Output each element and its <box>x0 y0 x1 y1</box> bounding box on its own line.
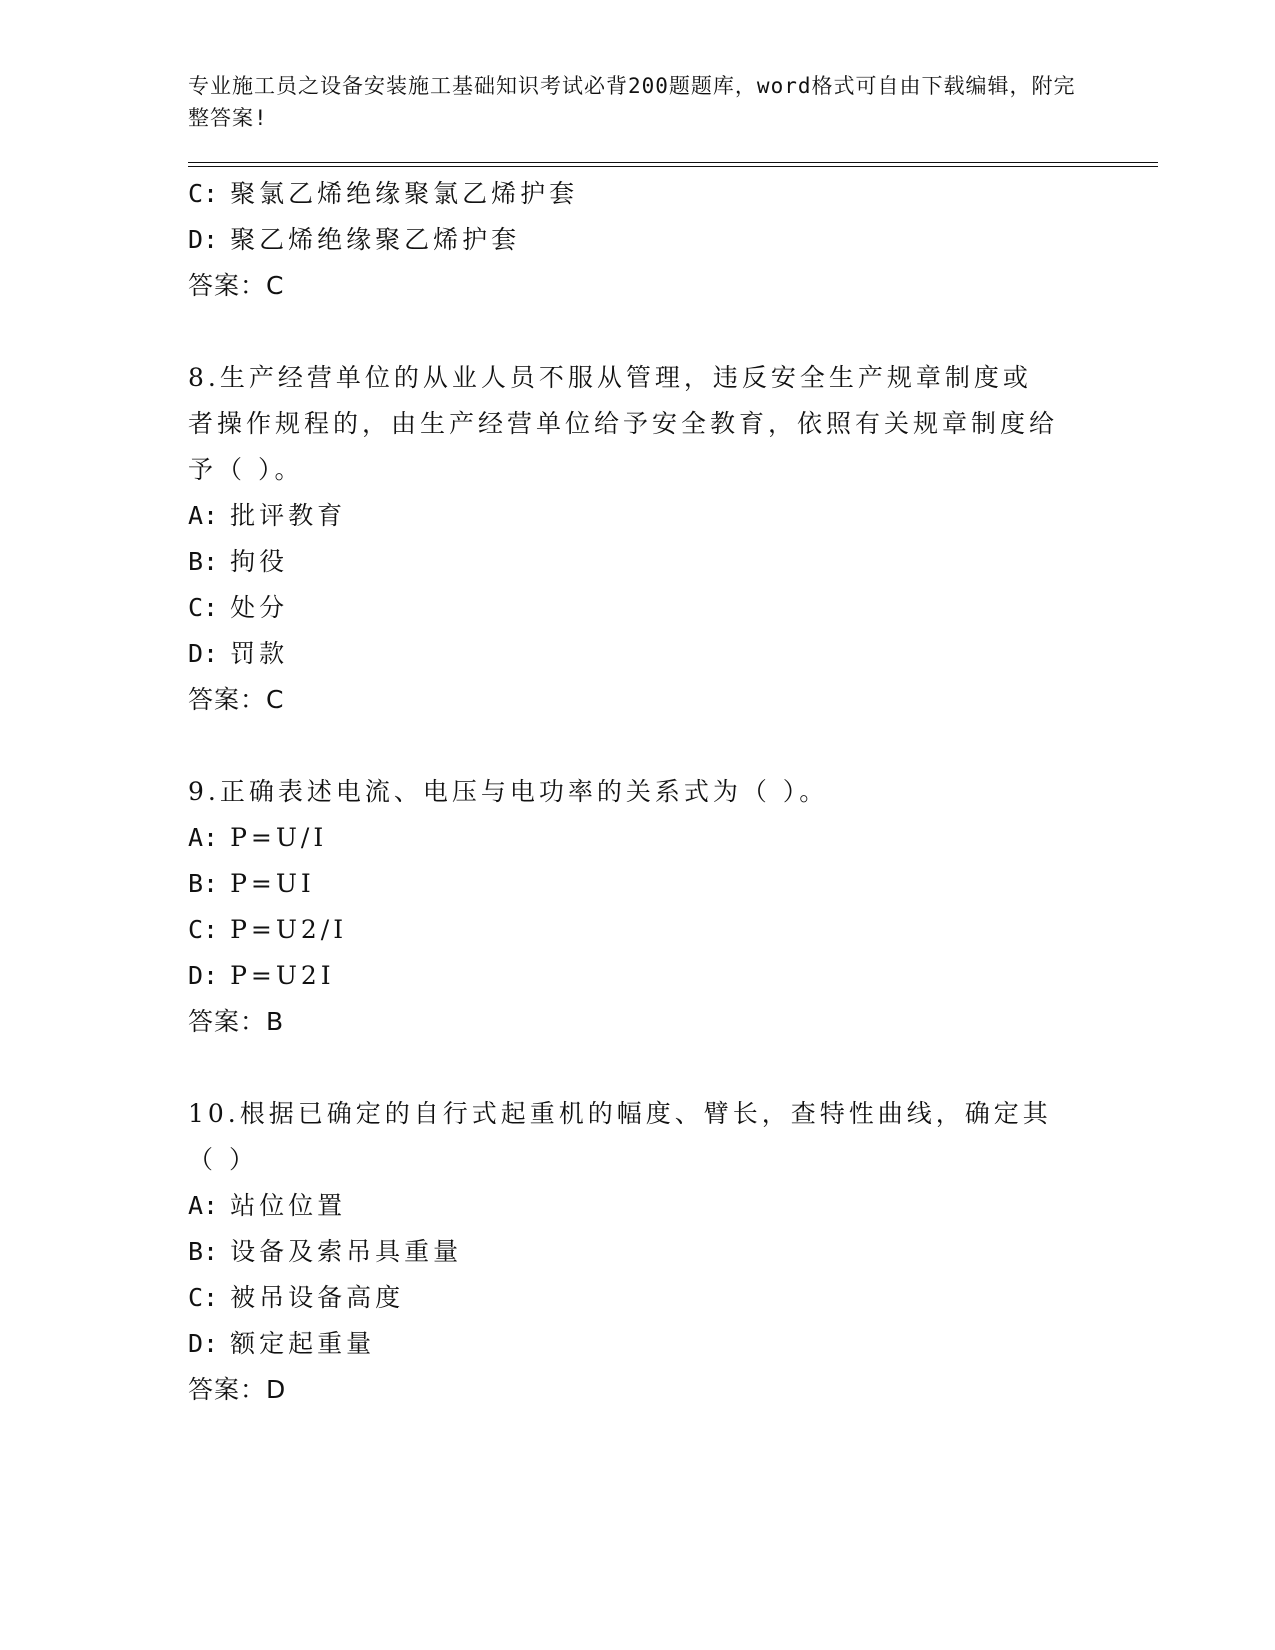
option-c: C: P=U2/I <box>188 915 348 944</box>
question-9 <box>188 769 1158 1045</box>
header-divider <box>188 162 1158 167</box>
answer-line: 答案：D <box>188 1375 287 1404</box>
option-d: D: 额定起重量 <box>188 1329 376 1358</box>
question-stem: 9.正确表述电流、电压与电功率的关系式为（ ）。 <box>188 777 829 806</box>
option-b: B: 设备及索吊具重量 <box>188 1237 463 1266</box>
document-page <box>188 70 1158 1413</box>
question-stem: 8.生产经营单位的从业人员不服从管理，违反安全生产规章制度或者操作规程的，由生产经营单位给予安全教育，依照有关规章制度给予（ ）。 <box>188 363 1059 484</box>
option-b: B: 拘役 <box>188 547 289 576</box>
option-d: D: 罚款 <box>188 639 289 668</box>
answer-line: 答案：C <box>188 271 285 300</box>
answer-line: 答案：C <box>188 685 285 714</box>
continuation-block <box>188 171 1158 309</box>
option-d: D: P=U2I <box>188 961 335 990</box>
option-b: B: P=UI <box>188 869 315 898</box>
option-c: C: 聚氯乙烯绝缘聚氯乙烯护套 <box>188 179 579 208</box>
option-a: A: 站位位置 <box>188 1191 347 1220</box>
document-header: 专业施工员之设备安装施工基础知识考试必背200题题库，word格式可自由下载编辑，附完整答案! <box>188 74 1076 130</box>
option-d: D: 聚乙烯绝缘聚乙烯护套 <box>188 225 521 254</box>
option-c: C: 被吊设备高度 <box>188 1283 405 1312</box>
question-stem: 10.根据已确定的自行式起重机的幅度、臂长，查特性曲线，确定其（ ） <box>188 1099 1052 1174</box>
option-c: C: 处分 <box>188 593 289 622</box>
option-a: A: P=U/I <box>188 823 328 852</box>
question-10 <box>188 1091 1158 1413</box>
question-8 <box>188 355 1158 723</box>
option-a: A: 批评教育 <box>188 501 347 530</box>
answer-line: 答案：B <box>188 1007 285 1036</box>
